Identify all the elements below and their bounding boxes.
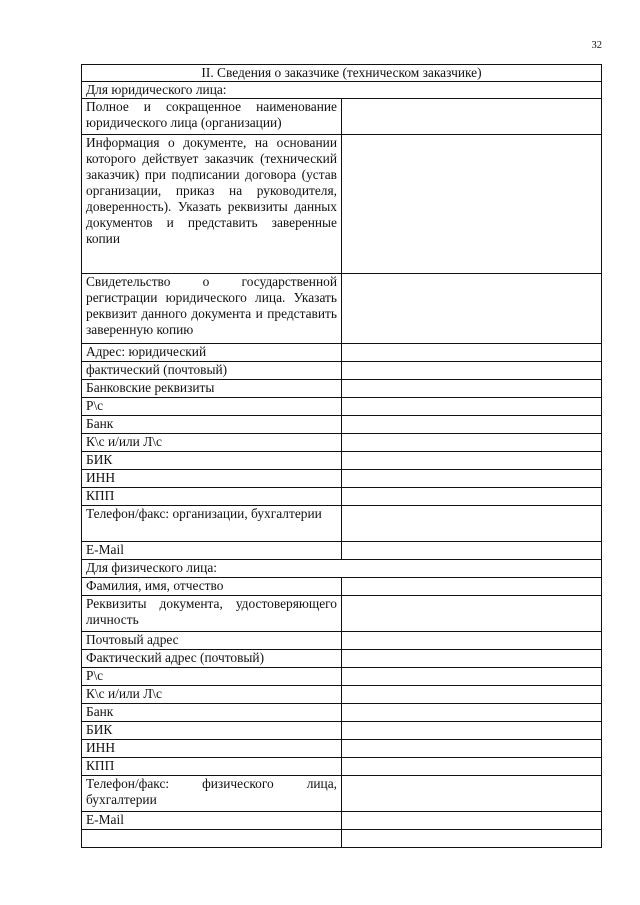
row-value-field[interactable]	[342, 830, 602, 848]
row-label: Адрес: юридический	[82, 344, 342, 362]
row-label: ИНН	[82, 470, 342, 488]
row-label: Информация о документе, на основании которого действует заказчик (технический заказчик) при подписании договора (устав организации, приказ на руководителя, доверенность). Указать реквизиты данных документов и представить заверенные копии	[82, 135, 342, 274]
row-value-field[interactable]	[342, 344, 602, 362]
row-value-field[interactable]	[342, 380, 602, 398]
row-value-field[interactable]	[342, 686, 602, 704]
row-label: Фактический адрес (почтовый)	[82, 650, 342, 668]
row-value-field[interactable]	[342, 632, 602, 650]
row-label: Свидетельство о государственной регистрации юридического лица. Указать реквизит данного документа и представить заверенную копию	[82, 274, 342, 344]
table-row	[82, 704, 602, 722]
table-row	[82, 434, 602, 452]
table-row	[82, 506, 602, 542]
table-row	[82, 830, 602, 848]
row-label: Полное и сокращенное наименование юридического лица (организации)	[82, 99, 342, 135]
table-row	[82, 452, 602, 470]
individual-heading-row	[82, 560, 602, 578]
table-row	[82, 758, 602, 776]
section-title: II. Сведения о заказчике (техническом заказчике)	[82, 65, 602, 82]
table-row	[82, 578, 602, 596]
table-row	[82, 398, 602, 416]
row-label: фактический (почтовый)	[82, 362, 342, 380]
row-value-field[interactable]	[342, 470, 602, 488]
table-row	[82, 135, 602, 274]
table-row	[82, 650, 602, 668]
row-value-field[interactable]	[342, 758, 602, 776]
row-value-field[interactable]	[342, 740, 602, 758]
row-label: БИК	[82, 452, 342, 470]
table-row	[82, 668, 602, 686]
row-value-field[interactable]	[342, 362, 602, 380]
row-label: Телефон/факс: физического лица, бухгалтерии	[82, 776, 342, 812]
table-row	[82, 362, 602, 380]
row-label: К\с и/или Л\с	[82, 434, 342, 452]
row-label: Р\с	[82, 668, 342, 686]
table-row	[82, 99, 602, 135]
table-row	[82, 722, 602, 740]
row-label: Банк	[82, 416, 342, 434]
table-row	[82, 776, 602, 812]
row-value-field[interactable]	[342, 274, 602, 344]
table-row	[82, 812, 602, 830]
table-row	[82, 632, 602, 650]
row-value-field[interactable]	[342, 578, 602, 596]
row-label: Фамилия, имя, отчество	[82, 578, 342, 596]
row-label: E-Mail	[82, 542, 342, 560]
row-label: К\с и/или Л\с	[82, 686, 342, 704]
page-number: 32	[591, 40, 602, 51]
row-value-field[interactable]	[342, 488, 602, 506]
legal-entity-heading: Для юридического лица:	[82, 82, 602, 99]
row-label: ИНН	[82, 740, 342, 758]
row-value-field[interactable]	[342, 434, 602, 452]
table-row	[82, 416, 602, 434]
row-label: Телефон/факс: организации, бухгалтерии	[82, 506, 342, 542]
table-row	[82, 542, 602, 560]
section-title-row	[82, 65, 602, 82]
row-value-field[interactable]	[342, 398, 602, 416]
table-row	[82, 274, 602, 344]
legal-entity-heading-row	[82, 82, 602, 99]
row-value-field[interactable]	[342, 650, 602, 668]
row-value-field[interactable]	[342, 596, 602, 632]
row-value-field[interactable]	[342, 506, 602, 542]
table-row	[82, 686, 602, 704]
row-label: Реквизиты документа, удостоверяющего личность	[82, 596, 342, 632]
row-label: Банк	[82, 704, 342, 722]
row-value-field[interactable]	[342, 776, 602, 812]
row-label	[82, 830, 342, 848]
individual-heading: Для физического лица:	[82, 560, 602, 578]
row-label: Р\с	[82, 398, 342, 416]
row-value-field[interactable]	[342, 722, 602, 740]
row-label: E-Mail	[82, 812, 342, 830]
row-label: Почтовый адрес	[82, 632, 342, 650]
row-value-field[interactable]	[342, 416, 602, 434]
row-label: Банковские реквизиты	[82, 380, 342, 398]
row-value-field[interactable]	[342, 135, 602, 274]
table-row	[82, 470, 602, 488]
table-row	[82, 740, 602, 758]
row-value-field[interactable]	[342, 668, 602, 686]
row-label: КПП	[82, 758, 342, 776]
table-row	[82, 380, 602, 398]
row-value-field[interactable]	[342, 812, 602, 830]
row-value-field[interactable]	[342, 99, 602, 135]
row-value-field[interactable]	[342, 452, 602, 470]
table-row	[82, 596, 602, 632]
table-row	[82, 344, 602, 362]
table-row	[82, 488, 602, 506]
customer-info-table	[81, 64, 602, 848]
row-value-field[interactable]	[342, 542, 602, 560]
row-label: БИК	[82, 722, 342, 740]
row-value-field[interactable]	[342, 704, 602, 722]
row-label: КПП	[82, 488, 342, 506]
